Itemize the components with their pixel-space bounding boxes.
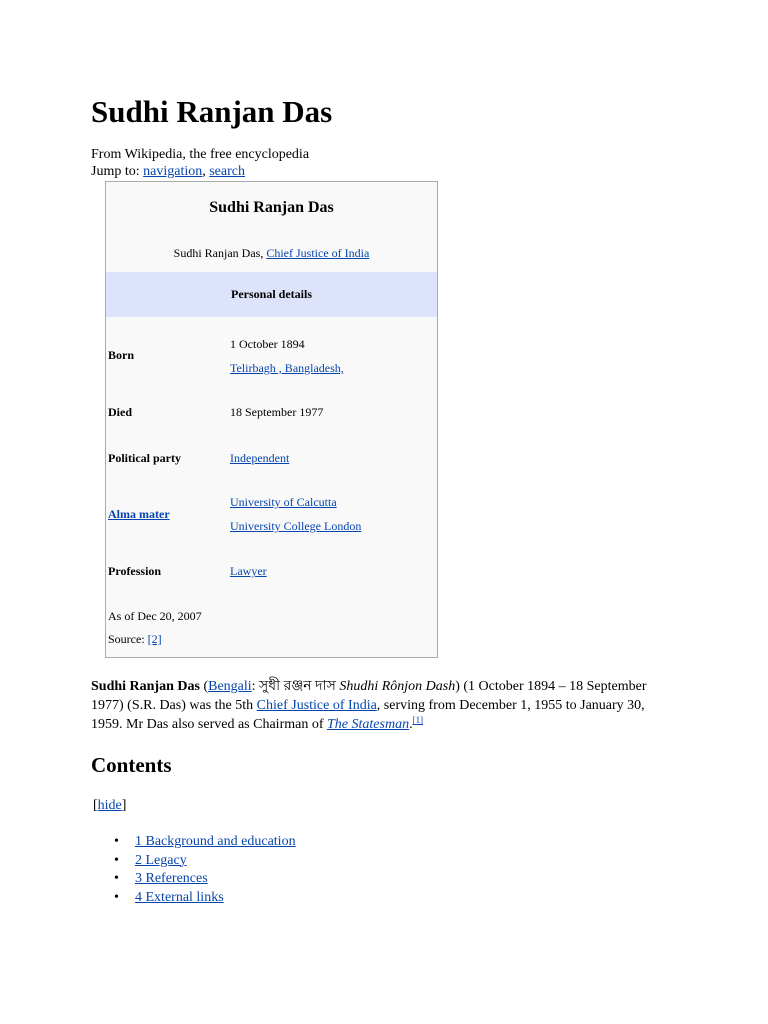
alma-mater-value <box>230 494 361 534</box>
toc-item <box>0 852 296 871</box>
hide-toc-link[interactable]: hide <box>97 798 122 813</box>
chief-justice-of-india-link[interactable]: Chief Justice of India <box>256 698 377 713</box>
page-title: Sudhi Ranjan Das <box>91 94 333 129</box>
footnote-1-link[interactable]: [1] <box>412 715 424 725</box>
jump-to-separator: , <box>202 164 210 179</box>
political-party-label: Political party <box>108 451 181 465</box>
infobox-caption-text: Sudhi Ranjan Das, <box>173 246 267 260</box>
bullet-icon: • <box>114 871 119 886</box>
bullet-icon: • <box>114 834 119 849</box>
toc-open-bracket: [ <box>93 798 98 813</box>
toc-link-background[interactable]: 1 Background and education <box>135 834 296 849</box>
political-party-value <box>230 450 289 466</box>
table-of-contents <box>0 833 296 907</box>
toc-toggle <box>93 797 126 815</box>
lawyer-link[interactable]: Lawyer <box>230 564 267 578</box>
intro-text-2: ) (1 October 1894 – 18 September 1977) (S.R. Das) was the 5th <box>91 679 647 713</box>
toc-item <box>0 833 296 852</box>
chief-justice-link[interactable]: Chief Justice of India <box>266 246 370 260</box>
toc-link-references[interactable]: 3 References <box>135 871 208 886</box>
contents-heading: Contents <box>91 753 172 777</box>
the-statesman-link[interactable] <box>327 717 409 732</box>
died-label: Died <box>108 405 132 419</box>
subject-name: Sudhi Ranjan Das <box>91 679 200 694</box>
the-statesman-text: The Statesman <box>327 717 410 732</box>
bullet-icon: • <box>114 889 119 905</box>
navigation-link[interactable]: navigation <box>143 164 203 179</box>
infobox-title: Sudhi Ranjan Das <box>209 199 334 216</box>
birth-date: 1 October 1894 <box>230 337 305 351</box>
bullet-icon: • <box>114 852 119 868</box>
jump-to-links <box>91 164 245 180</box>
toc-close-bracket: ] <box>121 798 127 813</box>
intro-text-4: . <box>409 717 413 732</box>
search-link[interactable]: search <box>209 164 245 179</box>
alma-mater-link[interactable]: Alma mater <box>108 507 170 521</box>
source-reference-link[interactable]: [2] <box>147 632 162 646</box>
toc-item <box>0 870 296 889</box>
profession-value <box>230 563 267 579</box>
as-of-date: As of Dec 20, 2007 <box>108 609 202 623</box>
toc-link-legacy[interactable]: 2 Legacy <box>135 852 187 868</box>
bengali-script-name: : সুধী রঞ্জন দাস <box>251 679 340 694</box>
death-date: 18 September 1977 <box>230 405 324 419</box>
university-of-calcutta-link[interactable]: University of Calcutta <box>230 495 337 509</box>
university-college-london-link[interactable]: University College London <box>230 519 362 533</box>
intro-text-1: ( <box>199 679 209 694</box>
born-label: Born <box>108 348 135 362</box>
bengali-link[interactable]: Bengali <box>208 679 252 694</box>
birthplace-link[interactable]: Telirbagh , Bangladesh, <box>230 361 344 375</box>
intro-paragraph <box>91 677 676 734</box>
infobox-caption <box>106 245 437 261</box>
toc-item <box>0 889 296 908</box>
born-value <box>230 336 344 376</box>
intro-text-3: , serving from December 1, 1955 to January 30, 1959. Mr Das also served as Chairman of <box>91 698 645 732</box>
infobox <box>105 181 438 658</box>
infobox-source <box>108 631 162 647</box>
toc-link-external-links[interactable]: 4 External links <box>135 889 224 905</box>
site-tagline: From Wikipedia, the free encyclopedia <box>91 147 310 162</box>
died-value <box>230 404 323 420</box>
source-label: Source: <box>108 632 148 646</box>
independent-link[interactable]: Independent <box>230 451 290 465</box>
profession-label: Profession <box>108 564 162 578</box>
jump-to-prefix: Jump to: <box>91 164 144 179</box>
transliterated-name: Shudhi Rônjon Dash <box>339 679 456 694</box>
personal-details-header: Personal details <box>106 272 437 317</box>
